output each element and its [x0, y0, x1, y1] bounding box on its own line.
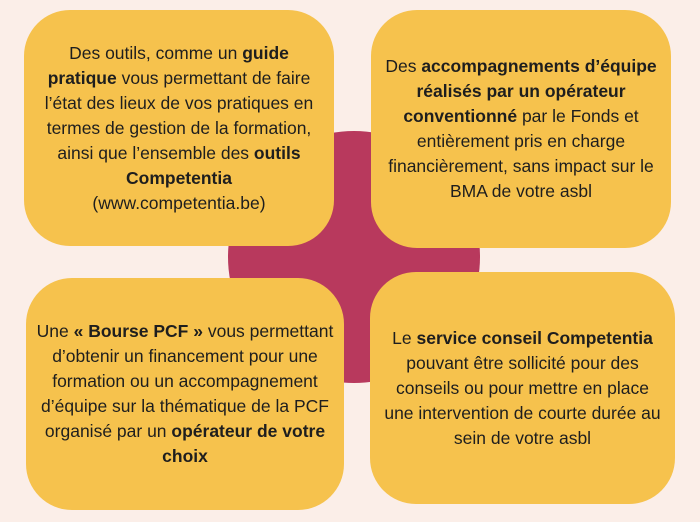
bold-segment: accompagnements d’équipe réalisés par un opérateur conventionné: [403, 56, 657, 126]
card-outils: [24, 10, 334, 246]
card-bourse-pcf: [26, 278, 344, 510]
bold-segment: « Bourse PCF »: [73, 321, 203, 341]
text-segment: Des: [385, 56, 422, 76]
card-service-conseil: [370, 272, 675, 504]
card-outils-text: [38, 41, 320, 216]
text-segment: par le Fonds et entièrement pris en charge financièrement, sans impact sur le BMA de votre asbl: [388, 106, 654, 201]
bold-segment: opérateur de votre choix: [162, 421, 326, 466]
text-segment: Une: [36, 321, 74, 341]
bold-segment: outils Competentia: [126, 142, 301, 188]
text-segment: Le: [392, 327, 417, 348]
card-bourse-pcf-text: [36, 319, 334, 469]
text-segment: pouvant être sollicité pour des conseils ou pour mettre en place une intervention de courte durée au sein de votre asbl: [384, 352, 661, 448]
text-segment: vous permettant de faire l’état des lieux de vos pratiques en termes de gestion de la formation, ainsi que l’ensemble des: [44, 67, 314, 163]
card-service-conseil-text: [380, 326, 665, 451]
text-segment: (www.competentia.be): [92, 192, 266, 213]
card-accompagnements: [371, 10, 671, 248]
text-segment: vous permettant d’obtenir un financement pour une formation ou un accompagnement d’équipe sur la thématique de la PCF organisé par un: [41, 321, 334, 441]
bold-segment: service conseil Competentia: [416, 327, 653, 348]
text-segment: Des outils, comme un: [69, 42, 243, 63]
card-accompagnements-text: [383, 54, 659, 204]
bold-segment: guide pratique: [47, 42, 289, 88]
